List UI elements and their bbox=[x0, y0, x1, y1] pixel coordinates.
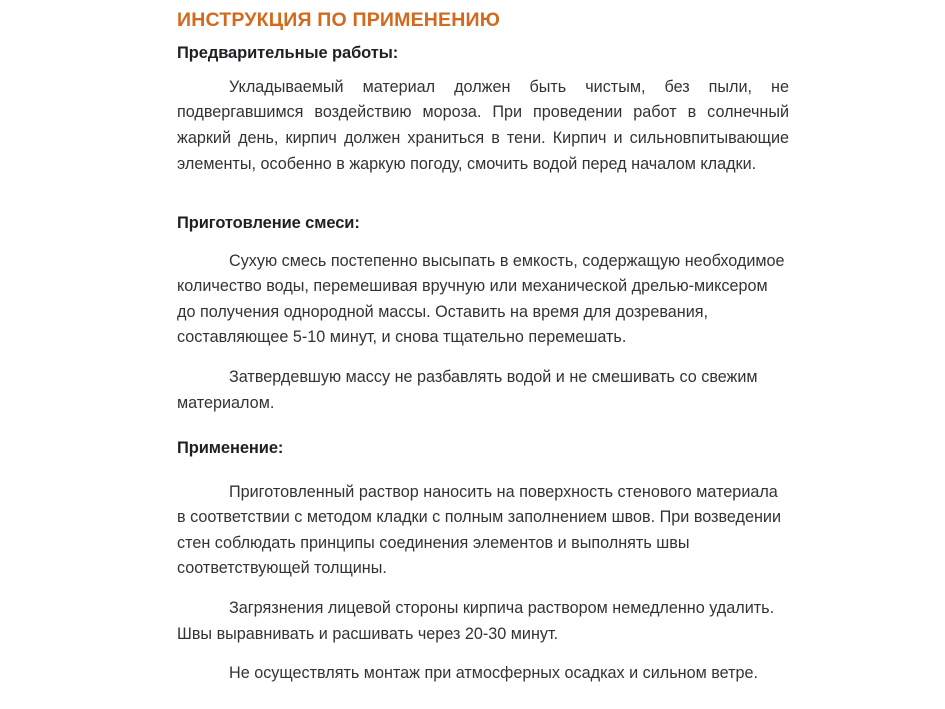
document-content bbox=[177, 0, 789, 687]
section-heading-usage: Применение: bbox=[177, 439, 284, 458]
spacer bbox=[177, 582, 789, 596]
paragraph-usage-2: Загрязнения лицевой стороны кирпича раствором немедленно удалить. Швы выравнивать и расшивать через 20-30 минут. bbox=[177, 599, 775, 643]
spacer bbox=[177, 351, 789, 365]
page-title: ИНСТРУКЦИЯ ПО ПРИМЕНЕНИЮ bbox=[177, 9, 501, 31]
paragraph-usage-1: Приготовленный раствор наносить на поверхность стенового материала в соответствии с методом кладки с полным заполнением швов. При возведении стен соблюдать принципы соединения элементов и выполнять швы соответствующей толщины. bbox=[177, 482, 782, 578]
spacer bbox=[177, 460, 789, 480]
paragraph-mixture-preparation-2: Затвердевшую массу не разбавлять водой и не смешивать со свежим материалом. bbox=[177, 368, 758, 412]
spacer bbox=[177, 647, 789, 661]
paragraph-usage-3: Не осуществлять монтаж при атмосферных осадках и сильном ветре. bbox=[229, 664, 759, 683]
paragraph-mixture-preparation-1: Сухую смесь постепенно высыпать в емкость, содержащую необходимое количество воды, перемешивая вручную или механической дрелью-миксером до получения однородной массы. Оставить на время для дозревания, составляющее 5-10 минут, и снова тщательно перемешать. bbox=[177, 251, 785, 347]
paragraph-preparatory-works-1: Укладываемый материал должен быть чистым, без пыли, не подвергавшимся воздействию мороза. При проведении работ в солнечный жаркий день, кирпич должен храниться в тени. Кирпич и сильновпитывающие элементы, особенно в жаркую погоду, смочить водой перед началом кладки. bbox=[177, 77, 789, 173]
spacer bbox=[177, 235, 789, 249]
spacer bbox=[177, 65, 789, 75]
section-heading-mixture-preparation: Приготовление смеси: bbox=[177, 214, 360, 233]
section-heading-preparatory-works: Предварительные работы: bbox=[177, 44, 399, 63]
